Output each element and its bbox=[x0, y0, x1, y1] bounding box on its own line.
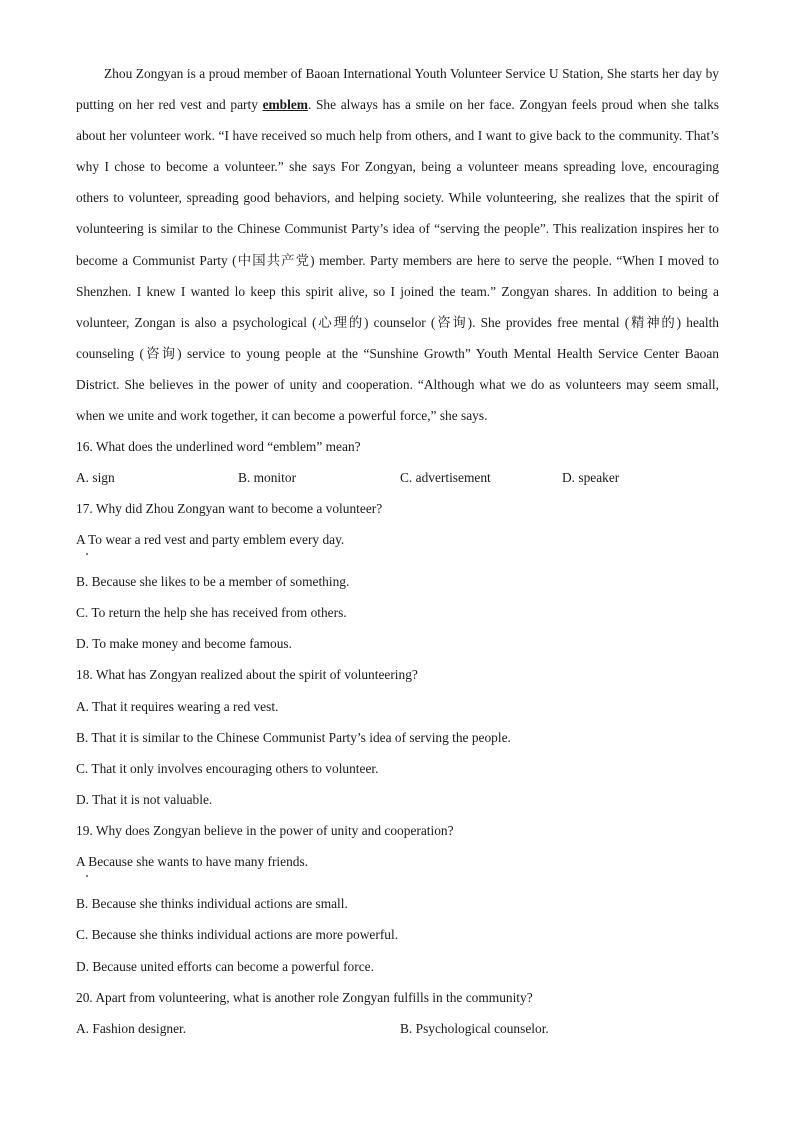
question-17-option-c: C. To return the help she has received from others. bbox=[76, 605, 347, 620]
question-17-option-a: A To wear a red vest and party emblem every day. bbox=[76, 532, 345, 547]
question-18-stem: 18. What has Zongyan realized about the spirit of volunteering? bbox=[76, 667, 418, 682]
question-19-stem: 19. Why does Zongyan believe in the power of unity and cooperation? bbox=[76, 823, 454, 838]
question-18-option-c: C. That it only involves encouraging others to volunteer. bbox=[76, 761, 379, 776]
question-18-option-d: D. That it is not valuable. bbox=[76, 792, 213, 807]
passage-text-end: . She always has a smile on her face. Zongyan feels proud when she talks about her volunteer work. “I have received so much help from others, and I want to give back to the community. That’s why I chose to become a volunteer.” she says For Zongyan, being a volunteer means spreading love, encouraging others to volunteer, spreading good behaviors, and helping society. While volunteering, she realizes that the spirit of volunteering is similar to the Chinese Communist Party’s idea of “serving the people”. This realization inspires her to become a Communist Party (中国共产党) member. Party members are here to serve the people. “When I moved to Shenzhen. I knew I wanted lo keep this spirit alive, so I joined the team.” Zongyan shares. In addition to being a volunteer, Zongan is also a psychological (心理的) counselor (咨询). She provides free mental (精神的) health counseling (咨询) service to young people at the “Sunshine Growth” Youth Mental Health Service Center Baoan District. She believes in the power of unity and cooperation. “Although what we do as volunteers may seem small, when we unite and work together, it can become a powerful force,” she says. bbox=[76, 97, 719, 424]
question-19-option-b: B. Because she thinks individual actions are small. bbox=[76, 896, 348, 911]
question-17-option-b: B. Because she likes to be a member of something. bbox=[76, 574, 350, 589]
question-20-option-a: A. Fashion designer. bbox=[76, 1021, 187, 1036]
question-16-option-a: A. sign bbox=[76, 470, 115, 485]
underlined-word-emblem: emblem bbox=[262, 97, 308, 113]
question-16-stem: 16. What does the underlined word “emblem” mean? bbox=[76, 439, 361, 454]
question-19-option-c: C. Because she thinks individual actions are more powerful. bbox=[76, 927, 399, 942]
question-17-option-d: D. To make money and become famous. bbox=[76, 636, 292, 651]
passage-text-start: Zhou Zongyan is a proud member of Baoan International Youth Volunteer Service U Station, She starts her day by putting on her red vest and party bbox=[76, 66, 719, 113]
stray-dot-mark bbox=[86, 875, 88, 877]
question-18-option-a: A. That it requires wearing a red vest. bbox=[76, 699, 279, 714]
question-19-option-d: D. Because united efforts can become a powerful force. bbox=[76, 959, 374, 974]
stray-dot-mark bbox=[86, 553, 88, 555]
question-20-option-b: B. Psychological counselor. bbox=[400, 1021, 549, 1036]
question-16-option-c: C. advertisement bbox=[400, 470, 491, 485]
reading-passage bbox=[76, 58, 719, 431]
question-16-option-b: B. monitor bbox=[238, 470, 297, 485]
question-16-option-d: D. speaker bbox=[562, 470, 620, 485]
question-19-option-a: A Because she wants to have many friends. bbox=[76, 854, 309, 869]
question-18-option-b: B. That it is similar to the Chinese Communist Party’s idea of serving the people. bbox=[76, 730, 511, 745]
question-17-stem: 17. Why did Zhou Zongyan want to become a volunteer? bbox=[76, 501, 383, 516]
question-20-stem: 20. Apart from volunteering, what is another role Zongyan fulfills in the community? bbox=[76, 990, 533, 1005]
